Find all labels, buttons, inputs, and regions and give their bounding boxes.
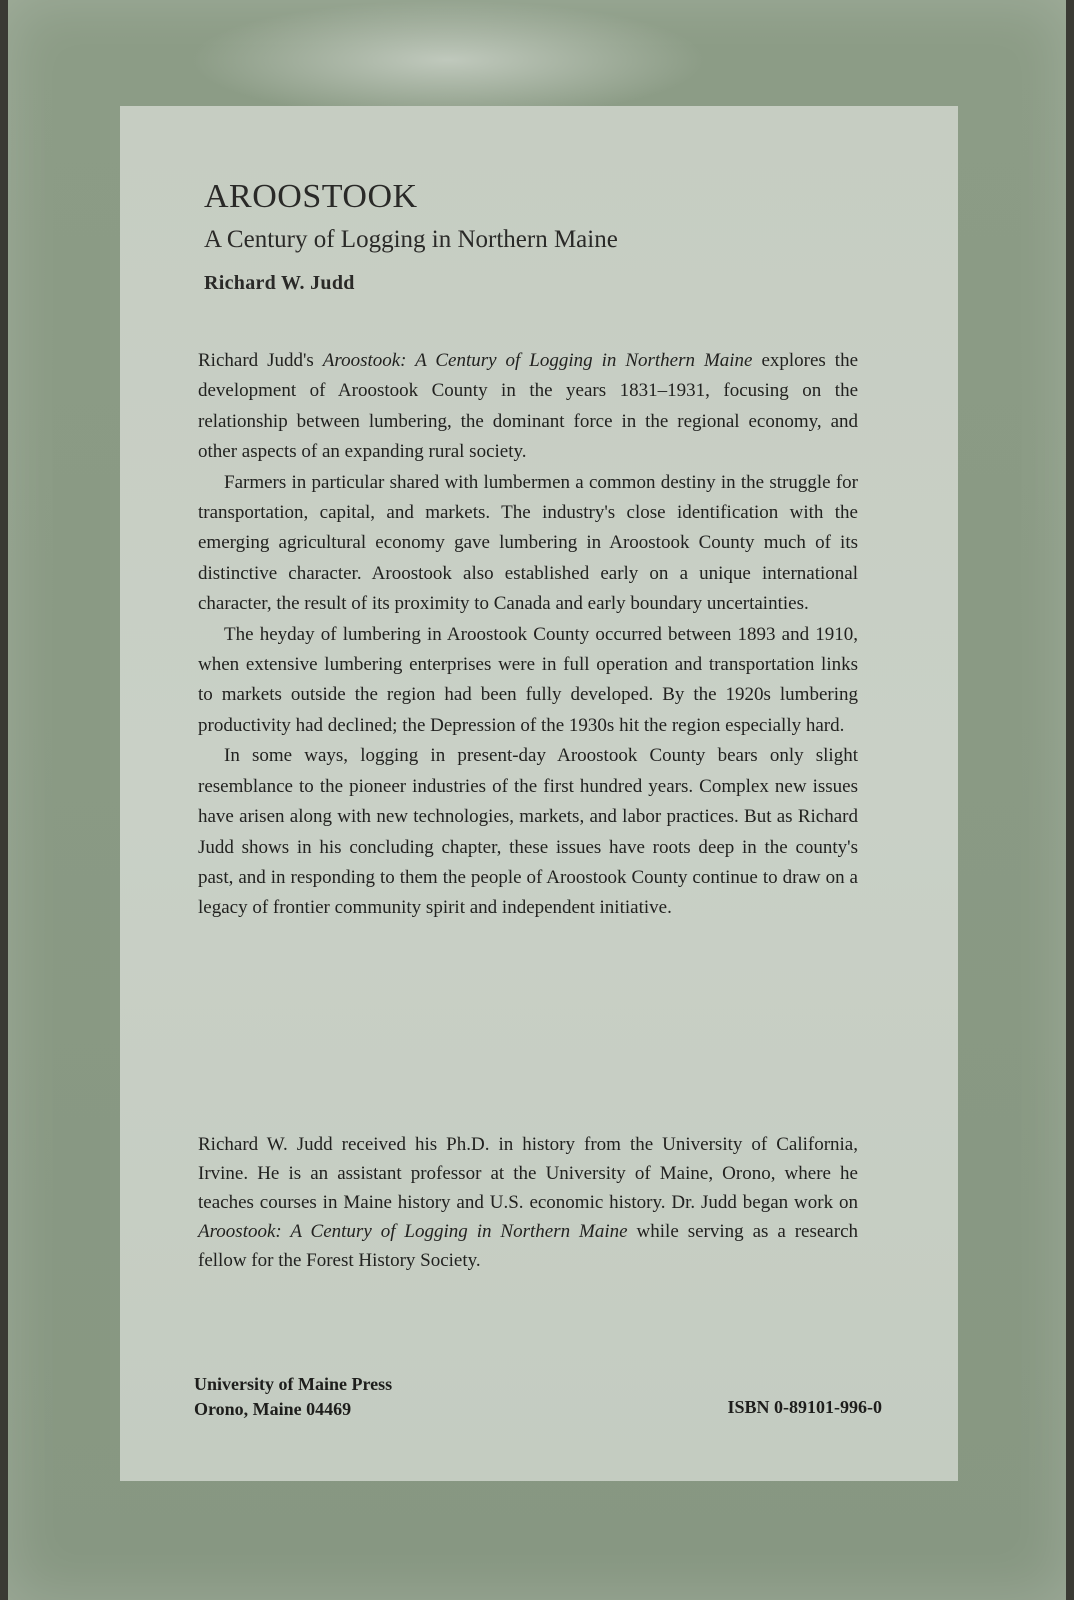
description-paragraph-2: Farmers in particular shared with lumbermen a common destiny in the struggle for transportation, capital, and markets. The industry's close identification with the emerging agricultural economy gave lumbering in Aroostook County much of its distinctive character. Aroostook also established early on a unique international character, the result of its proximity to Canada and early boundary uncertainties. [198, 471, 858, 615]
book-author: Richard W. Judd [204, 272, 355, 294]
author-bio [198, 1130, 858, 1275]
description-p1-italic-title: Aroostook: A Century of Logging in Northern Maine [322, 350, 753, 371]
bio-rest: while serving as a research fellow for the Forest History Society. [198, 1221, 858, 1271]
text-panel [120, 106, 958, 1481]
description-paragraph-3: The heyday of lumbering in Aroostook County occurred between 1893 and 1910, when extensive lumbering enterprises were in full operation and transportation links to markets outside the region had been fully developed. By the 1920s lumbering productivity had declined; the Depression of the 1930s hit the region especially hard. [198, 623, 858, 736]
bio-italic-title: Aroostook: A Century of Logging in Northern Maine [198, 1221, 628, 1242]
description-paragraph-4: In some ways, logging in present-day Aroostook County bears only slight resemblance to the pioneer industries of the first hundred years. Complex new issues have arisen along with new technologies, markets, and labor practices. But as Richard Judd shows in his concluding chapter, these issues have roots deep in the county's past, and in responding to them the people of Aroostook County continue to draw on a legacy of frontier community spirit and independent initiative. [198, 745, 858, 919]
book-title: AROOSTOOK [204, 178, 418, 215]
book-back-cover [8, 0, 1066, 1600]
light-glare [188, 0, 708, 120]
isbn-number: ISBN 0-89101-996-0 [727, 1397, 882, 1417]
book-subtitle: A Century of Logging in Northern Maine [204, 226, 618, 253]
description-p1-rest: explores the development of Aroostook County in the years 1831–1931, focusing on the relationship between lumbering, the dominant force in the regional economy, and other aspects of an expanding rural society. [198, 350, 859, 463]
publisher-block [194, 1372, 392, 1422]
description-paragraph-1 [198, 346, 858, 468]
bio-lead: Richard W. Judd received his Ph.D. in history from the University of California, Irvine. He is an assistant professor at the University of Maine, Orono, where he teaches courses in Maine history and U.S. economic history. Dr. Judd began work on [198, 1134, 858, 1213]
publisher-name: University of Maine Press [194, 1374, 393, 1394]
description-p1-lead: Richard Judd's [198, 350, 323, 371]
book-description [198, 346, 858, 924]
author-bio-paragraph [198, 1130, 858, 1275]
publisher-address: Orono, Maine 04469 [194, 1399, 352, 1419]
